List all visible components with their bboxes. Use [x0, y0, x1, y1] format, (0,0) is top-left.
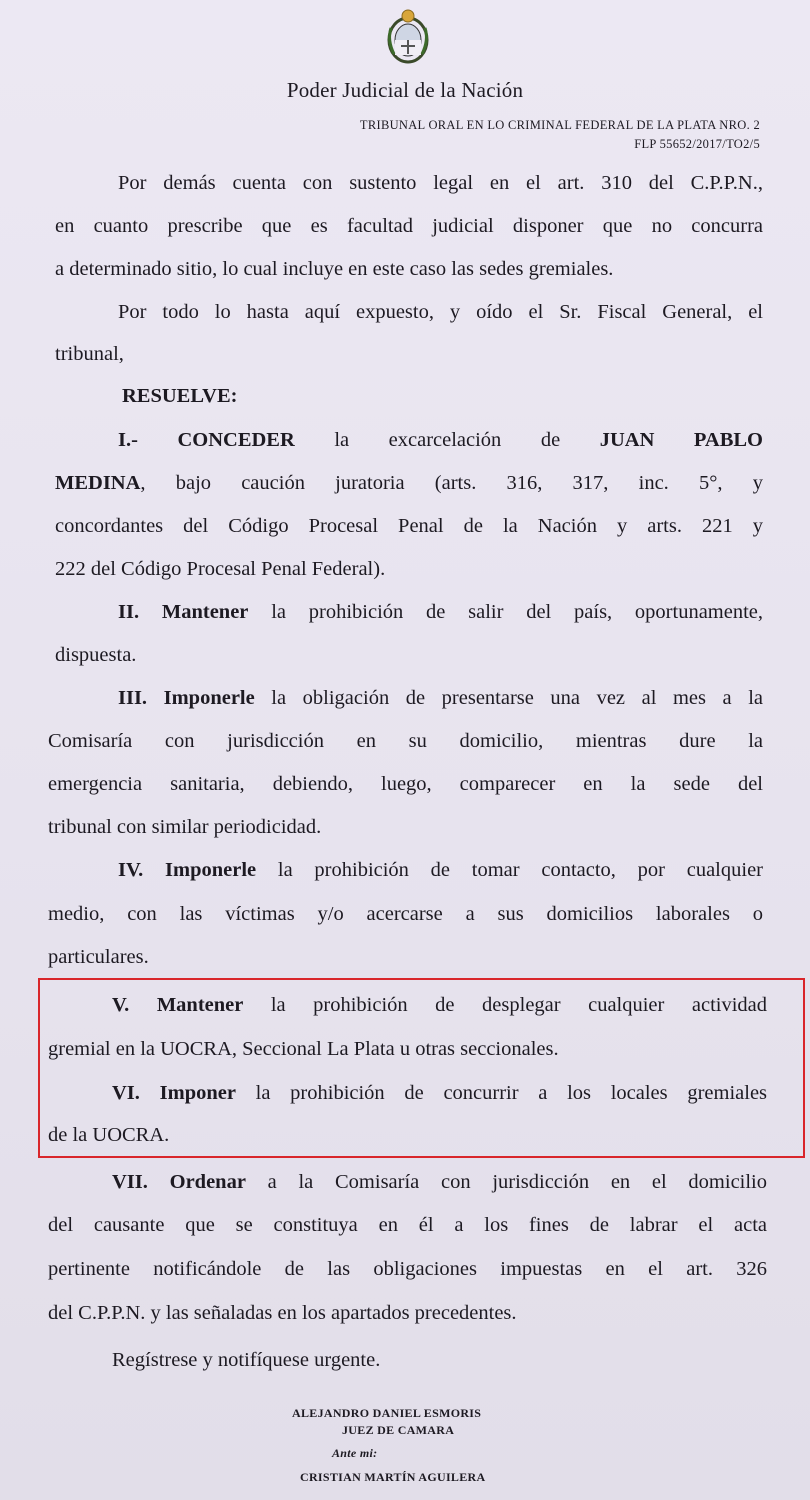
tribunal-name: TRIBUNAL ORAL EN LO CRIMINAL FEDERAL DE LA PLATA NRO. 2 — [359, 118, 760, 132]
paragraph-line: tribunal, — [55, 343, 124, 365]
closing-line: Regístrese y notifíquese urgente. — [112, 1349, 381, 1371]
item-7-line-3: pertinente notificándole de las obligaciones impuestas en el art. 326 — [48, 1258, 767, 1280]
item-text: a la Comisaría con jurisdicción en el domicilio — [267, 1171, 768, 1193]
paragraph-line: Por demás cuenta con sustento legal en el art. 310 del C.P.P.N., — [118, 172, 763, 194]
ante-mi-label: Ante mi: — [332, 1446, 378, 1460]
item-text: la prohibición de salir del país, oportunamente, — [271, 601, 764, 623]
item-number: V. — [112, 994, 130, 1016]
item-verb: Mantener — [161, 601, 249, 623]
item-5-line-2: gremial en la UOCRA, Seccional La Plata u otras seccionales. — [48, 1038, 559, 1060]
item-text: la excarcelación de — [334, 429, 561, 451]
item-5-line-1 — [112, 995, 767, 1016]
item-4-line-1 — [118, 860, 763, 881]
coat-of-arms-seal — [383, 6, 433, 64]
item-verb: Imponerle — [165, 859, 257, 881]
paragraph-line: en cuanto prescribe que es facultad judicial disponer que no concurra — [55, 215, 763, 237]
item-number: I.- — [118, 429, 138, 451]
item-text: , bajo caución juratoria (arts. 316, 317, inc. 5°, y — [140, 472, 763, 494]
item-number: VI. — [112, 1082, 140, 1104]
item-1-line-1 — [118, 430, 763, 451]
item-6-line-1 — [112, 1083, 767, 1104]
judge-name: ALEJANDRO DANIEL ESMORIS — [292, 1406, 482, 1420]
item-number: II. — [118, 601, 140, 623]
item-2-line-1 — [118, 602, 763, 623]
item-verb: Imponer — [159, 1082, 236, 1104]
paragraph-line: a determinado sitio, lo cual incluye en este caso las sedes gremiales. — [55, 258, 614, 280]
item-verb: Imponerle — [163, 687, 255, 709]
item-4-line-3: particulares. — [48, 946, 149, 968]
item-3-line-2: Comisaría con jurisdicción en su domicilio, mientras dure la — [48, 730, 763, 752]
item-text: la prohibición de tomar contacto, por cualquier — [277, 859, 763, 881]
item-1-line-4: 222 del Código Procesal Penal Federal). — [55, 558, 386, 580]
item-number: III. — [118, 687, 148, 709]
item-3-line-1 — [118, 688, 763, 709]
case-number: FLP 55652/2017/TO2/5 — [634, 137, 760, 151]
item-text: la prohibición de concurrir a los locales gremiales — [255, 1082, 768, 1104]
item-7-line-1 — [112, 1172, 767, 1193]
item-number: VII. — [112, 1171, 148, 1193]
item-3-line-4: tribunal con similar periodicidad. — [48, 816, 322, 838]
item-3-line-3: emergencia sanitaria, debiendo, luego, comparecer en la sede del — [48, 773, 763, 795]
item-6-line-2: de la UOCRA. — [48, 1124, 170, 1146]
item-text: la obligación de presentarse una vez al mes a la — [271, 687, 763, 709]
item-7-line-2: del causante que se constituya en él a los fines de labrar el acta — [48, 1214, 767, 1236]
resuelve-heading: RESUELVE: — [122, 385, 238, 407]
item-number: IV. — [118, 859, 144, 881]
defendant-name: JUAN PABLO — [599, 429, 764, 451]
item-2-line-2: dispuesta. — [55, 644, 137, 666]
institution-title: Poder Judicial de la Nación — [286, 78, 524, 102]
item-4-line-2: medio, con las víctimas y/o acercarse a sus domicilios laborales o — [48, 903, 763, 925]
item-verb: CONCEDER — [177, 429, 295, 451]
defendant-surname: MEDINA — [55, 472, 141, 494]
item-verb: Ordenar — [169, 1171, 246, 1193]
item-1-line-3: concordantes del Código Procesal Penal de la Nación y arts. 221 y — [55, 515, 763, 537]
item-verb: Mantener — [156, 994, 244, 1016]
item-text: la prohibición de desplegar cualquier actividad — [270, 994, 768, 1016]
secretary-name: CRISTIAN MARTÍN AGUILERA — [300, 1470, 486, 1484]
item-7-line-4: del C.P.P.N. y las señaladas en los apartados precedentes. — [48, 1302, 517, 1324]
item-1-line-2 — [55, 473, 763, 494]
judge-title: JUEZ DE CAMARA — [342, 1423, 455, 1437]
paragraph-line: Por todo lo hasta aquí expuesto, y oído el Sr. Fiscal General, el — [118, 301, 763, 323]
